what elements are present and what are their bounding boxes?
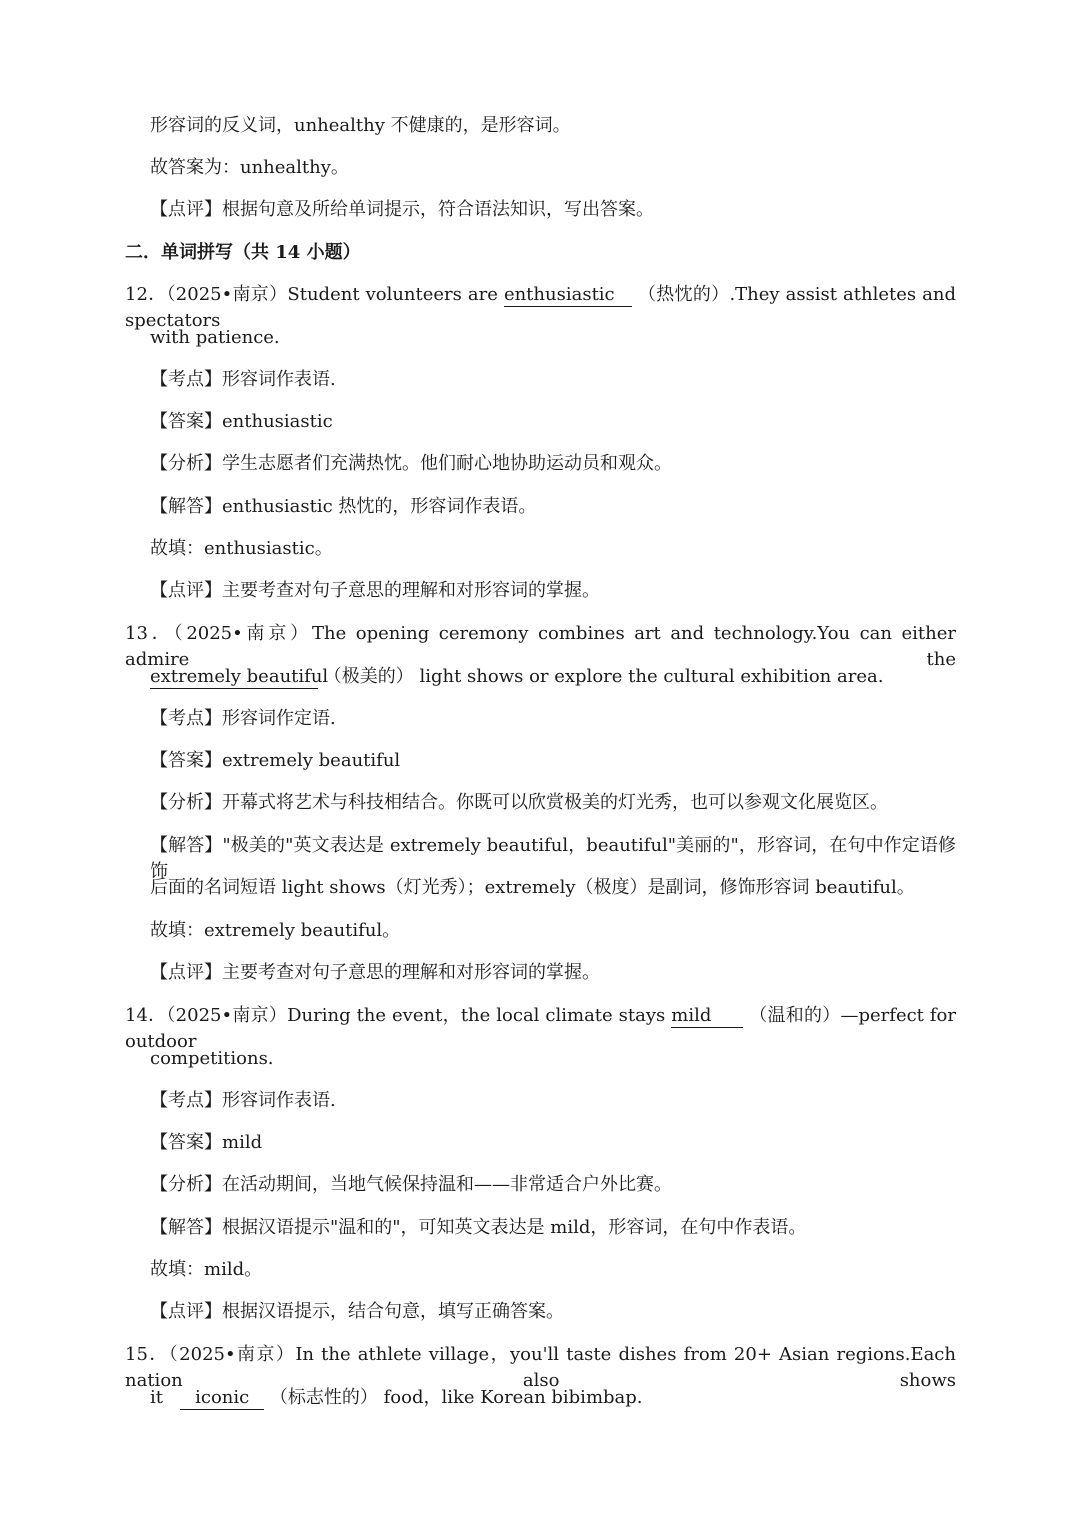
q13-fill: 故填：extremely beautiful。 — [150, 920, 401, 941]
q14-answer-blank: mild — [671, 1005, 743, 1028]
q12-prefix: 12．（2025•南京）Student volunteers are — [125, 284, 498, 305]
q14-question-line2: competitions. — [150, 1048, 274, 1069]
prev-comment-line: 【点评】根据句意及所给单词提示，符合语法知识，写出答案。 — [150, 199, 654, 220]
q14-hint: （温和的）—perfect for outdoor — [125, 1005, 956, 1052]
q14-analysis: 【分析】在活动期间，当地气候保持温和——非常适合户外比赛。 — [150, 1174, 672, 1195]
q13-answer: 【答案】extremely beautiful — [150, 750, 401, 771]
q13-solution-line1: 【解答】"极美的"英文表达是 extremely beautiful，beautiful"美丽的"，形容词，在句中作定语修饰 — [150, 835, 956, 882]
q14-prefix: 14．（2025•南京）During the event，the local climate stays — [125, 1005, 666, 1026]
q12-kaodian: 【考点】形容词作表语. — [150, 369, 336, 390]
q12-analysis: 【分析】学生志愿者们充满热忱。他们耐心地协助运动员和观众。 — [150, 453, 672, 474]
q12-question-line2: with patience. — [150, 327, 280, 348]
q14-kaodian: 【考点】形容词作表语. — [150, 1090, 336, 1111]
q13-hint: （极美的） light shows or explore the cultural exhibition area. — [323, 666, 884, 687]
q12-fill: 故填：enthusiastic。 — [150, 538, 333, 559]
section-heading: 二．单词拼写（共 14 小题） — [125, 242, 361, 263]
q13-solution-line2: 后面的名词短语 light shows（灯光秀）；extremely（极度）是副词，修饰形容词 beautiful。 — [150, 877, 915, 898]
q13-question-line1: 13．（2025•南京）The opening ceremony combines art and technology.You can either admire the — [125, 623, 956, 670]
q13-comment: 【点评】主要考查对句子意思的理解和对形容词的掌握。 — [150, 962, 600, 983]
q12-comment: 【点评】主要考查对句子意思的理解和对形容词的掌握。 — [150, 580, 600, 601]
q13-analysis: 【分析】开幕式将艺术与科技相结合。你既可以欣赏极美的灯光秀，也可以参观文化展览区。 — [150, 792, 888, 813]
q15-answer-blank: iconic — [180, 1387, 264, 1410]
q14-comment: 【点评】根据汉语提示，结合句意，填写正确答案。 — [150, 1301, 564, 1322]
prev-explanation-line: 形容词的反义词，unhealthy 不健康的，是形容词。 — [150, 115, 571, 136]
q12-hint: （热忱的）.They assist athletes and spectators — [125, 284, 957, 331]
q13-answer-blank: extremely beautiful — [150, 666, 329, 687]
q14-fill: 故填：mild。 — [150, 1259, 263, 1280]
q15-question-line2 — [150, 1385, 956, 1411]
q15-prefix: it — [150, 1387, 163, 1408]
q14-answer: 【答案】mild — [150, 1132, 263, 1153]
q15-hint: （标志性的） food，like Korean bibimbap. — [269, 1387, 643, 1408]
q12-answer: 【答案】enthusiastic — [150, 411, 333, 432]
q12-solution: 【解答】enthusiastic 热忱的，形容词作表语。 — [150, 496, 537, 517]
q13-question-line2 — [150, 664, 956, 690]
q15-question-line1: 15．（2025•南京）In the athlete village，you'll taste dishes from 20+ Asian regions.Each nation also shows — [125, 1344, 956, 1391]
q12-answer-blank: enthusiastic — [504, 284, 632, 307]
q13-kaodian: 【考点】形容词作定语. — [150, 708, 336, 729]
q14-solution: 【解答】根据汉语提示"温和的"，可知英文表达是 mild，形容词，在句中作表语。 — [150, 1217, 807, 1238]
prev-answer-line: 故答案为：unhealthy。 — [150, 157, 349, 178]
